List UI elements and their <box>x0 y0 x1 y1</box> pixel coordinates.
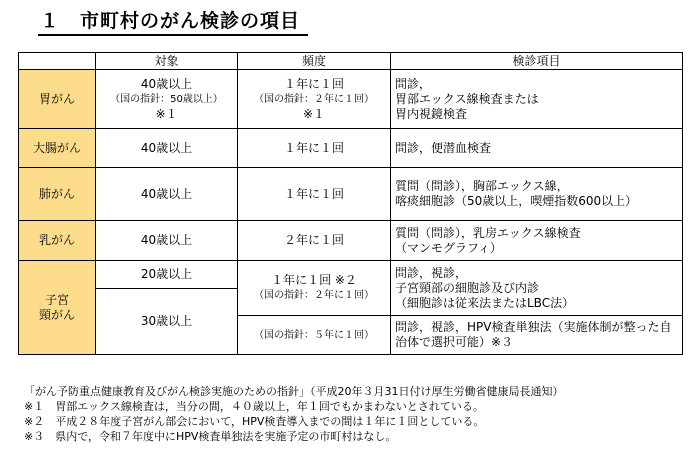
items-breast: 質問（問診），乳房エックス線検査 （マンモグラフィ） <box>391 221 683 261</box>
items-colon: 問診，便潜血検査 <box>391 129 683 168</box>
footnote-1: ※１ 胃部エックス線検査は，当分の間，４０歳以上，年１回でもかまわないとされている。 <box>24 400 484 413</box>
freq-stomach-mark: ※１ <box>302 106 326 121</box>
row-colon <box>19 129 683 168</box>
target-stomach-main: 40歳以上 <box>140 76 193 91</box>
footnote-3: ※３ 県内で，令和７年度中にHPV検査単独法を実施予定の市町村はなし。 <box>24 430 397 443</box>
freq-stomach-guideline: （国の指針：２年に１回） <box>254 93 374 105</box>
freq-cervix-hpv <box>238 316 391 355</box>
target-stomach-mark: ※１ <box>155 106 178 121</box>
items-stomach: 問診， 胃部エックス線検査または 胃内視鏡検査 <box>391 70 683 129</box>
site-breast: 乳がん <box>19 221 96 261</box>
target-stomach-guideline: （国の指針：50歳以上） <box>110 93 223 105</box>
header-blank <box>19 53 96 70</box>
row-breast <box>19 221 683 261</box>
freq-cervix-guideline: （国の指針：２年に１回） <box>254 290 374 301</box>
items-cervix-hpv: 問診，視診，HPV検査単独法（実施体制が整った自治体で選択可能）※３ <box>391 316 683 355</box>
header-target: 対象 <box>96 53 238 70</box>
footnote-guideline: 「がん予防重点健康教育及びがん検診実施のための指針」（平成20年３月31日付け厚生労働省健康局長通知） <box>24 385 564 398</box>
site-colon: 大腸がん <box>19 129 96 168</box>
page-title: １ 市町村のがん検診の項目 <box>38 6 308 36</box>
footnote-2: ※２ 平成２８年度子宮がん部会において，HPV検査導入までの間は１年に１回としている。 <box>24 415 485 428</box>
freq-breast: ２年に１回 <box>238 221 391 261</box>
target-lung: 40歳以上 <box>96 168 238 221</box>
site-stomach: 胃がん <box>19 70 96 129</box>
target-breast: 40歳以上 <box>96 221 238 261</box>
target-cervix-20: 20歳以上 <box>96 261 238 289</box>
target-colon: 40歳以上 <box>96 129 238 168</box>
row-cervix-1 <box>19 261 683 289</box>
freq-cervix <box>238 261 391 316</box>
freq-stomach-main: １年に１回 <box>283 76 344 91</box>
freq-colon: １年に１回 <box>238 129 391 168</box>
site-lung: 肺がん <box>19 168 96 221</box>
freq-lung: １年に１回 <box>238 168 391 221</box>
header-row <box>19 53 683 70</box>
items-lung: 質問（問診），胸部エックス線， 喀痰細胞診（50歳以上，喫煙指数600以上） <box>391 168 683 221</box>
row-lung <box>19 168 683 221</box>
header-items: 検診項目 <box>391 53 683 70</box>
cancer-screening-table <box>18 52 683 355</box>
row-stomach <box>19 70 683 129</box>
footnotes <box>24 384 564 444</box>
target-stomach <box>96 70 238 129</box>
freq-cervix-hpv-guideline: （国の指針：５年に１回） <box>254 329 374 341</box>
site-cervix: 子宮 頸がん <box>19 261 96 355</box>
freq-cervix-main: １年に１回 ※２ <box>271 273 357 287</box>
target-cervix-30: 30歳以上 <box>96 289 238 355</box>
items-cervix-cytology: 問診，視診， 子宮頸部の細胞診及び内診 （細胞診は従来法またはLBC法） <box>391 261 683 316</box>
freq-stomach <box>238 70 391 129</box>
header-frequency: 頻度 <box>238 53 391 70</box>
